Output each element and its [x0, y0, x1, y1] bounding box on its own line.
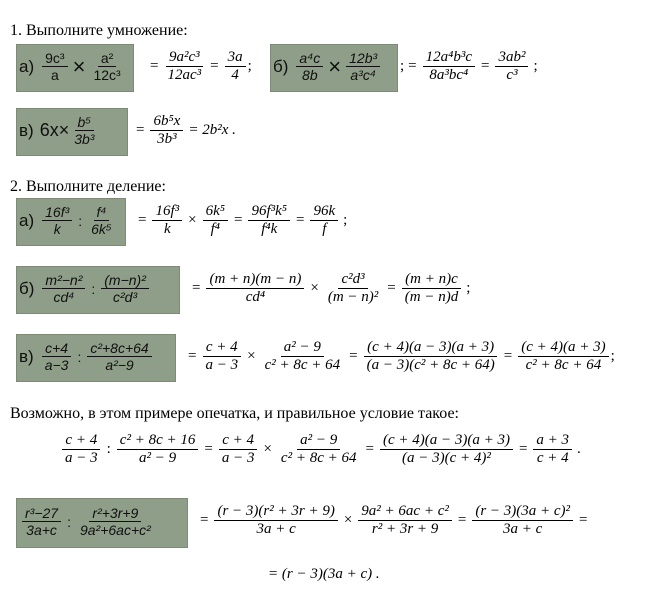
fraction: $\frac{\text{(r − 3)(3a + c)²}}{3a + c}$: [472, 503, 573, 538]
problem-label: в): [19, 120, 34, 140]
fraction: $\frac{\text{12b³}}{\text{a³c⁴}}$: [346, 50, 380, 83]
fraction: $\frac{(c + 4)(a - 3)(a + 3)}{\text{(a − 3)(c² + 8c + 64)}}$: [364, 339, 498, 374]
fraction: $\frac{\text{a² − 9}}{\text{c² + 8c + 64}}$: [264, 339, 341, 373]
fraction: $\frac{(m + n)(m - n)}{\text{cd⁴}}$: [206, 271, 304, 306]
solution-a1: [146, 49, 252, 84]
times-sign: ×: [263, 441, 272, 457]
solution-v2: [184, 339, 615, 374]
task2-heading: 2. Выполните деление:: [10, 178, 166, 195]
fraction: $\frac{\text{16f³}}{k}$: [42, 204, 72, 237]
problem-image-v1: [16, 108, 128, 156]
fraction: $\frac{\text{(r − 3)(r² + 3r + 9)}}{3a + c}$: [214, 503, 337, 538]
fraction: $\frac{3a}{4}$: [225, 49, 246, 84]
solution-b1: [400, 49, 538, 84]
fraction: $\frac{\text{c² + 8c + 16}}{\text{a² − 9}}$: [117, 432, 199, 467]
fraction: $\frac{c + 4}{a - 3}$: [62, 432, 101, 467]
times-sign: ×: [328, 53, 342, 79]
solution-v1: [132, 113, 236, 148]
equals-sign: =: [349, 348, 358, 364]
times-sign: ×: [72, 53, 86, 79]
fraction: $\frac{\text{a²}}{\text{12c³}}$: [93, 50, 121, 83]
problem-label: б): [273, 56, 289, 76]
semicolon: ;: [343, 212, 348, 228]
equals-sign: =: [200, 512, 209, 528]
fraction: $\frac{c+4}{a-3}$: [42, 340, 72, 373]
equals-sign: =: [518, 441, 528, 457]
semicolon: ;: [610, 348, 615, 364]
equals-sign: =: [210, 58, 219, 74]
fraction: $\frac{\text{(m−n)²}}{\text{c²d³}}$: [101, 272, 149, 305]
times-sign: ×: [188, 212, 197, 228]
problem-image-a2: [16, 198, 126, 246]
fraction: $\frac{\text{9a²c³}}{\text{12ac³}}$: [167, 49, 202, 83]
fraction: $\frac{\text{a⁴c}}{8b}$: [296, 50, 323, 83]
problem-image-v2: [16, 334, 176, 382]
fraction: $\frac{\text{12a⁴b³c}}{\text{8a³bc⁴}}$: [423, 49, 475, 84]
fraction: $\frac{\text{b⁵}}{\text{3b³}}$: [74, 114, 95, 147]
semicolon: ;: [247, 58, 252, 74]
equals-sign: =: [503, 348, 513, 364]
fraction: $\frac{\text{96f³k⁵}}{\text{f⁴k}}$: [248, 203, 290, 238]
equals-sign: =: [150, 58, 159, 74]
fraction: $\frac{\text{f⁴}}{\text{6k⁵}}$: [91, 204, 112, 237]
fraction: $\frac{c + 4}{a - 3}$: [219, 432, 258, 467]
solution-r: [196, 503, 592, 538]
fraction: $\frac{\text{9a² + 6ac + c²}}{\text{r² + 3r + 9}}$: [358, 503, 452, 538]
divide-sign: :: [106, 441, 111, 457]
fraction: $\frac{\text{6k⁵}}{\text{f⁴}}$: [203, 203, 228, 238]
problem-image-b2: [16, 266, 180, 314]
equals-sign: =: [481, 58, 490, 74]
fraction: $\frac{\text{a² − 9}}{\text{c² + 8c + 64}}$: [280, 432, 357, 466]
fraction: $\frac{\text{16f³}}{k}$: [152, 203, 182, 238]
equals-sign: =: [387, 280, 396, 296]
semicolon: ;: [533, 58, 538, 74]
equals-sign: =: [138, 212, 147, 228]
task1-heading: 1. Выполните умножение:: [10, 22, 188, 39]
equals-sign: =: [136, 122, 145, 138]
note-heading: Возможно, в этом примере опечатка, и правильное условие такое:: [10, 405, 459, 422]
fraction: $\frac{\text{3ab²}}{\text{c³}}$: [495, 49, 528, 84]
equals-sign: =: [204, 441, 213, 457]
divide-sign: :: [78, 212, 83, 229]
result-text: = 2b²x .: [188, 122, 236, 138]
fraction: $\frac{c + 4}{a - 3}$: [202, 339, 241, 374]
fraction: $\frac{\text{r²+3r+9}}{\text{9a²+6ac+c²}}$: [79, 505, 151, 538]
semicolon: ;: [466, 280, 471, 296]
times-sign: ×: [343, 512, 353, 528]
divide-sign: :: [91, 280, 96, 297]
divide-sign: :: [67, 513, 71, 530]
problem-image-b1: [270, 44, 398, 92]
times-sign: ×: [247, 348, 256, 364]
solution-a2: [134, 203, 347, 238]
equals-sign: =: [296, 212, 305, 228]
equals-sign: =: [233, 212, 243, 228]
final-result: = (r − 3)(3a + c) .: [268, 566, 380, 582]
equals-sign: =: [408, 58, 417, 74]
fraction: $\frac{\text{c²+8c+64}}{\text{a²−9}}$: [87, 340, 151, 373]
divide-sign: :: [77, 348, 82, 365]
fraction: $\frac{(c + 4)(a - 3)(a + 3)}{\text{(a − 3)(c + 4)²}}$: [380, 432, 513, 467]
fraction: $\frac{(m + n)c}{(m - n)d}$: [402, 271, 461, 306]
solution-b2: [188, 271, 470, 306]
corrected-example: [60, 432, 581, 467]
equals-sign: =: [579, 512, 588, 528]
fraction: $\frac{\text{9c³}}{a}$: [42, 50, 67, 83]
fraction: $\frac{a + 3}{c + 4}$: [533, 432, 572, 467]
fraction: $\frac{\text{c²d³}}{\text{(m − n)²}}$: [327, 271, 379, 305]
problem-label: а): [19, 210, 35, 230]
equals-sign: =: [457, 512, 467, 528]
times-sign: ×: [310, 280, 319, 296]
problem-label: б): [19, 278, 35, 298]
fraction: $\frac{96k}{f}$: [310, 203, 338, 238]
fraction: $\frac{\text{r³−27}}{3a+c}$: [22, 505, 61, 538]
problem-image-a1: [16, 44, 134, 92]
fraction: $\frac{\text{6b⁵x}}{\text{3b³}}$: [150, 113, 183, 148]
fraction: $\frac{(c + 4)(a + 3)}{\text{c² + 8c + 64}}$: [518, 339, 608, 374]
semicolon: ;: [400, 58, 405, 74]
problem-label: а): [19, 56, 35, 76]
fraction: $\frac{\text{m²−n²}}{\text{cd⁴}}$: [42, 272, 85, 305]
equals-sign: =: [188, 348, 197, 364]
equals-sign: =: [365, 441, 374, 457]
equals-sign: =: [192, 280, 201, 296]
period: .: [577, 441, 581, 457]
problem-label: в): [19, 346, 34, 366]
whole-term: 6x×: [39, 120, 70, 140]
problem-image-r: [16, 498, 188, 548]
